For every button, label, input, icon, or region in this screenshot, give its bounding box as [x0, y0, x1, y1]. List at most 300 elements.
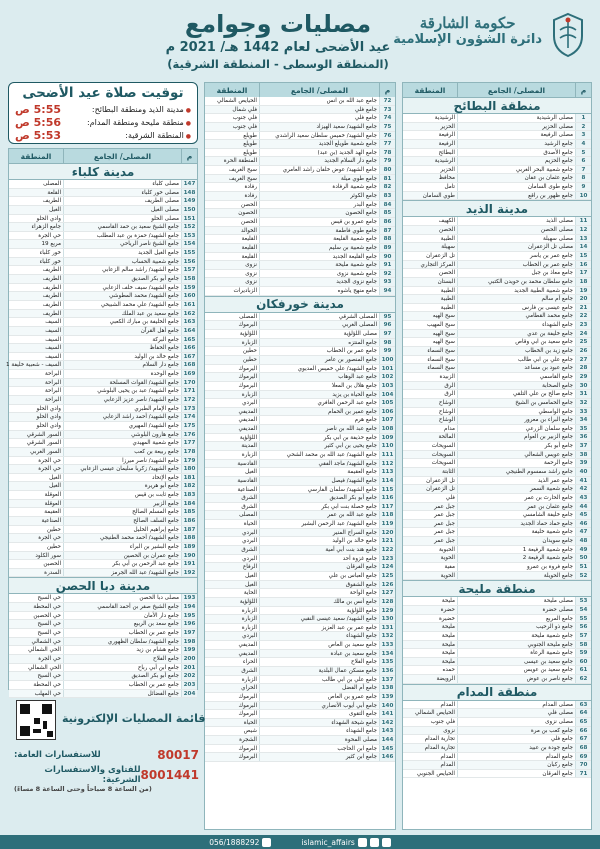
row-number: 61	[575, 666, 591, 674]
area-name: مدام	[444, 425, 455, 432]
mosque-name: جامع الكوثر	[259, 192, 379, 200]
page-subtitle: عيد الأضحى لعام 1442 هـ/ 2021 م	[165, 40, 391, 55]
row-number: 187	[181, 526, 197, 534]
mosque-name: جامع الشهيد/ فيصل	[259, 477, 379, 485]
row-number: 67	[575, 735, 591, 743]
table-row	[403, 485, 591, 494]
table-row	[205, 416, 395, 425]
area-name: الحيايص الشمالي	[216, 98, 257, 104]
area-name: القادسية	[237, 477, 257, 484]
table-row	[403, 658, 591, 667]
table-row	[403, 537, 591, 546]
area-name: الزبارة	[241, 451, 257, 458]
col-num-header: م	[181, 149, 197, 163]
table-row	[205, 235, 395, 244]
area-name: البرموك	[238, 693, 257, 700]
table-row	[403, 675, 591, 684]
table-row	[205, 753, 395, 762]
mosque-name: جامع المسلم الصالح	[63, 508, 181, 516]
mosque-name: جامع مليحة الجنوبي	[457, 641, 575, 649]
table-row	[9, 310, 197, 319]
table-row	[9, 560, 197, 569]
area-name: حمده	[442, 667, 455, 674]
social-handle[interactable]	[301, 838, 390, 847]
row-number: 40	[575, 468, 591, 476]
contact-info	[14, 745, 199, 793]
area-name: الخوالد	[241, 227, 257, 234]
table-row	[403, 735, 591, 744]
row-number: 21	[575, 304, 591, 312]
table-row	[205, 684, 395, 693]
col-num-header: م	[379, 83, 395, 97]
row-number: 3	[575, 131, 591, 139]
general-number[interactable]: 80017	[157, 748, 199, 762]
area-name: نزوى	[245, 262, 257, 269]
area-name: الرشيدية	[434, 115, 455, 121]
table-row	[9, 534, 197, 543]
area-name: مليحة	[441, 658, 455, 665]
section-title: مدينة خورفكان	[205, 296, 395, 313]
area-name: المدام	[440, 701, 455, 708]
area-name: طويلع	[243, 141, 257, 148]
table-row	[205, 494, 395, 503]
row-number: 148	[181, 189, 197, 197]
table-row	[9, 249, 197, 258]
table-row	[9, 180, 197, 189]
qr-code[interactable]	[16, 700, 56, 740]
table-row	[205, 321, 395, 330]
mosque-name: جامع الرشيد	[457, 140, 575, 148]
row-number: 132	[379, 632, 395, 640]
mosque-name: جامع محمد القطامي	[457, 312, 575, 320]
area-name: المديفي	[238, 417, 257, 424]
table-row	[403, 131, 591, 140]
table-row	[403, 174, 591, 183]
row-number: 68	[575, 744, 591, 752]
area-name: اللؤلؤية	[239, 331, 257, 338]
mosque-name: جامع فلي	[259, 114, 379, 122]
mosque-name: جامع البراء بن معرور	[457, 416, 575, 424]
mosque-name: جامع الحمامس بن الشيخ	[457, 399, 575, 407]
row-number: 57	[575, 632, 591, 640]
row-number: 12	[575, 226, 591, 234]
row-number: 84	[379, 201, 395, 209]
area-name: المالحة	[438, 434, 455, 441]
table-row	[403, 632, 591, 641]
row-number: 85	[379, 209, 395, 217]
area-name: تجارية المدام	[424, 744, 455, 751]
row-number: 177	[181, 439, 197, 447]
area-name: السيف	[45, 336, 61, 343]
mosque-name: جامع الغيل الجديد	[63, 249, 181, 257]
phone-text: 056/1888292	[209, 837, 260, 847]
area-name: البرموك	[238, 382, 257, 389]
mosque-name: جامع عمر بن الخطاب	[63, 681, 181, 689]
mosque-name: جامع الشيخ سعيد بن حمد القاسمي	[63, 223, 181, 231]
row-number: 34	[575, 416, 591, 424]
mosque-name: جامع هارون البلوشي	[63, 431, 181, 439]
area-name: الحيايص الشمالي	[414, 710, 455, 717]
row-number: 43	[575, 494, 591, 502]
area-name: السيف	[45, 327, 61, 334]
table-row	[9, 690, 197, 699]
row-number: 141	[379, 710, 395, 718]
row-number: 22	[575, 312, 591, 320]
row-number: 160	[181, 292, 197, 300]
row-number: 152	[181, 223, 197, 231]
mosque-name: جامع منهج ياشوه	[259, 287, 379, 295]
area-name: الحزير	[440, 123, 455, 130]
mosque-name: جامع الشقوق	[259, 581, 379, 589]
table-row	[403, 157, 591, 166]
table-row	[403, 528, 591, 537]
mosque-name: جامع عيسى بن فارس	[457, 304, 575, 312]
area-name: المنطقة الحرة	[223, 158, 257, 165]
row-number: 185	[181, 508, 197, 516]
area-name: الغيل	[49, 206, 61, 213]
row-number: 157	[181, 266, 197, 274]
area-name: وادي الحلو	[36, 414, 61, 421]
area-name: تامل	[444, 184, 455, 191]
table-row	[9, 318, 197, 327]
area-name: السور الشرقي	[26, 440, 61, 447]
mosque-name: جامع المنتزه	[259, 339, 379, 347]
table-row	[403, 226, 591, 235]
area-name: المديفي	[238, 408, 257, 415]
table-row	[403, 468, 591, 477]
table-row	[205, 486, 395, 495]
mosque-name: جامع عثمان بن عمر	[457, 503, 575, 511]
table-row	[9, 413, 197, 422]
area-name: حطين	[47, 543, 61, 550]
fatwa-label: للفتاوى والاستفسارات الشرعية:	[44, 765, 141, 785]
mosque-name: جامع الشهيد/ عبد الرحمن البشير	[259, 520, 379, 528]
mosque-name: جامع كعب بن مرة	[457, 727, 575, 735]
table-row	[205, 244, 395, 253]
table-row	[403, 641, 591, 650]
row-number: 77	[379, 140, 395, 148]
col-area-header: المنطقة	[414, 85, 446, 95]
row-number: 76	[379, 132, 395, 140]
mosque-name: جامع سلمان الزرعي	[457, 425, 575, 433]
mosque-name: المصلى الغربي	[259, 321, 379, 329]
table-row	[205, 745, 395, 754]
area-name: الحزير	[440, 166, 455, 173]
col-area-header: المنطقة	[216, 85, 248, 95]
table-row	[403, 477, 591, 486]
mosque-name: مصلى الحصن	[457, 226, 575, 234]
mosque-name: جامع الشهيد/ عوض خلفان راشد العامري	[259, 166, 379, 174]
area-name: البردي	[242, 400, 257, 407]
mosque-name: جامع فلي	[457, 735, 575, 743]
area-name: حي الجرة	[38, 466, 61, 473]
table-row	[205, 546, 395, 555]
mosque-name: جامع ابن أبي رباح	[63, 664, 181, 672]
area-name: خور كلباء	[39, 258, 61, 265]
table-row	[205, 451, 395, 460]
mosque-name: جامع ثابت بن قيس	[63, 491, 181, 499]
mosque-name: جامع شعبية طويلع الجديد	[259, 140, 379, 148]
row-number: 74	[379, 114, 395, 122]
mosque-name: جامع سعيد بن عبادة	[259, 650, 379, 658]
mosque-name: جامع حماد حماد الجديد	[457, 520, 575, 528]
mosque-name: جامع شعبية الحساب	[63, 258, 181, 266]
area-name: الحصين	[43, 561, 61, 568]
row-number: 198	[181, 638, 197, 646]
row-number: 97	[379, 330, 395, 338]
row-number: 193	[181, 594, 197, 602]
table-row	[9, 664, 197, 673]
table-row	[403, 217, 591, 226]
area-name: تل الزعفران	[426, 477, 455, 484]
mosque-name: جامع راشد سمسوم الطنيجي	[457, 468, 575, 476]
mosque-name: مصلى نزوى	[457, 718, 575, 726]
table-row	[205, 520, 395, 529]
row-number: 179	[181, 457, 197, 465]
table-row	[205, 503, 395, 512]
mosque-name: جامع المنصور بن عامر	[259, 356, 379, 364]
mosque-name: جامع شعبية نزوى	[259, 270, 379, 278]
mosque-name: جامع شعبية الرعاة	[457, 649, 575, 657]
mosque-name: جامع الحارث بن عمر	[457, 494, 575, 502]
row-number: 93	[379, 278, 395, 286]
row-number: 150	[181, 206, 197, 214]
area-name: سيح الهيه	[432, 339, 455, 346]
area-name: حي السيح	[37, 630, 61, 637]
row-number: 201	[181, 664, 197, 672]
row-number: 146	[379, 753, 395, 761]
mosque-name: جامع الشهيد/ عبد الله الجرمز	[63, 569, 181, 577]
area-name: الطريف	[42, 293, 61, 300]
area-name: المصلى	[239, 313, 257, 320]
mosque-name: جامع حذيفة بن ابي بكر	[259, 434, 379, 442]
area-name: طوي السامان	[422, 192, 455, 199]
mosque-name: جامع أم سالم	[457, 295, 575, 303]
mosque-name: جامع الفرقان	[259, 563, 379, 571]
area-name: محافظ	[438, 175, 455, 182]
row-number: 33	[575, 408, 591, 416]
area-name: البراحة	[44, 371, 61, 378]
row-number: 203	[181, 681, 197, 689]
row-number: 30	[575, 382, 591, 390]
row-number: 38	[575, 451, 591, 459]
row-number: 52	[575, 572, 591, 580]
row-number: 140	[379, 702, 395, 710]
row-number: 1	[575, 114, 591, 122]
table-row	[9, 552, 197, 561]
area-name: الزبارة	[241, 624, 257, 631]
table-row	[9, 197, 197, 206]
row-number: 197	[181, 629, 197, 637]
table-row	[403, 520, 591, 529]
area-name: البراحة	[44, 379, 61, 386]
area-name: السيف	[45, 319, 61, 326]
table-row	[9, 379, 197, 388]
fatwa-hours: (من الساعة 8 صباحاً وحتى الساعة 8 مساءً)	[14, 785, 152, 793]
area-name: البرموك	[238, 754, 257, 761]
table-row	[9, 396, 197, 405]
mosque-name: جامع عويس الشعالي	[457, 451, 575, 459]
area-name: مليحة	[441, 641, 455, 648]
area-name: السيف - شعبية خليفة 1	[5, 362, 61, 369]
area-name: الحي الشمالي	[28, 647, 61, 654]
area-name: حي المحطة	[33, 604, 61, 611]
mosque-name: جامع عمرو بن العاص	[259, 693, 379, 701]
row-number: 161	[181, 301, 197, 309]
area-name: الثابتة	[442, 468, 455, 475]
table-row	[403, 330, 591, 339]
row-number: 144	[379, 736, 395, 744]
table-row	[403, 623, 591, 632]
area-name: الحي الشمالي	[28, 664, 61, 671]
mosque-name: جامع سعيد بن ابي وقاص	[457, 338, 575, 346]
mosque-name: جامع دار الأمان	[63, 612, 181, 620]
table-row	[9, 482, 197, 491]
row-number: 116	[379, 494, 395, 502]
table-row	[9, 344, 197, 353]
mosque-name: جامع ذو الرحيب	[457, 623, 575, 631]
area-name: المدام	[440, 753, 455, 760]
row-number: 115	[379, 486, 395, 494]
table-row	[403, 338, 591, 347]
table-row	[403, 433, 591, 442]
row-number: 96	[379, 321, 395, 329]
mosque-name: جامع سعيد بن عبد الملك	[63, 310, 181, 318]
row-number: 14	[575, 243, 591, 251]
row-number: 64	[575, 709, 591, 717]
mosque-name: جامع سعيد بن عويس	[457, 666, 575, 674]
table-row	[205, 632, 395, 641]
table-row	[205, 175, 395, 184]
row-number: 81	[379, 175, 395, 183]
area-name: جبل عمر	[434, 512, 455, 519]
row-number: 29	[575, 373, 591, 381]
area-name: الرفيعة	[438, 132, 455, 139]
area-name: المديفي	[238, 426, 257, 433]
area-name: العوقلة	[44, 500, 61, 507]
mosque-name: جامع الصحابة	[457, 382, 575, 390]
row-number: 125	[379, 572, 395, 580]
area-name: البرموك	[238, 702, 257, 709]
area-name: الزباديرات	[233, 288, 257, 295]
table-row	[403, 390, 591, 399]
table-row	[205, 313, 395, 322]
mosque-name: جامع عمر بن الخطاب	[63, 629, 181, 637]
mosque-name: جامع ناصر بن عوض	[457, 675, 575, 683]
area-name: جبل عمر	[434, 538, 455, 545]
row-number: 51	[575, 563, 591, 571]
area-name: تجارية المدام	[424, 736, 455, 743]
table-row	[9, 474, 197, 483]
phone-contact[interactable]	[209, 838, 271, 847]
mosque-name: جامع هند بنت أبي أمية	[259, 546, 379, 554]
mosque-name: جامع الفرقان	[457, 770, 575, 778]
general-label: للاستفسارات العامة:	[14, 750, 101, 760]
row-number: 88	[379, 235, 395, 243]
row-number: 27	[575, 356, 591, 364]
mosque-name: جامع الشهيد/ حمزة بن عبد المطلب	[63, 232, 181, 240]
area-name: القليعة	[241, 236, 257, 243]
table-row	[9, 223, 197, 232]
row-number: 102	[379, 373, 395, 381]
table-row	[403, 295, 591, 304]
area-name: الزبارة	[241, 616, 257, 623]
row-number: 41	[575, 477, 591, 485]
area-name: نزوى	[245, 270, 257, 277]
area-name: جبل عمر	[434, 503, 455, 510]
mosque-name: جامع التقوى	[259, 710, 379, 718]
fatwa-inquiries	[14, 765, 199, 785]
area-name: الشجرة	[239, 737, 257, 744]
area-name: الشرق	[241, 547, 257, 554]
table-header	[403, 83, 591, 97]
table-row	[205, 106, 395, 115]
mosque-name: جامع الشيخ صقر بن أحمد القاسمي	[63, 603, 181, 611]
table-header	[9, 149, 197, 163]
area-name: الحراء	[242, 659, 257, 666]
area-name: حي السيح	[37, 621, 61, 628]
row-number: 53	[575, 597, 591, 605]
mosque-name: جامع سويدان	[457, 537, 575, 545]
area-name: البستان	[437, 278, 455, 285]
mosque-name: جامع أم الفضل	[259, 684, 379, 692]
area-name: سيح الغريف	[228, 175, 257, 182]
row-number: 100	[379, 356, 395, 364]
section-rows	[403, 701, 591, 779]
mosque-name: مصلى الرفيعة	[457, 131, 575, 139]
row-number: 63	[575, 701, 591, 709]
row-number: 119	[379, 520, 395, 528]
row-number: 110	[379, 442, 395, 450]
area-name: حي المحطة	[33, 681, 61, 688]
mosque-name: جامع عبد الله بن انس	[259, 97, 379, 105]
row-number: 92	[379, 270, 395, 278]
area-name: السيف	[45, 353, 61, 360]
mosque-name: جامع علي بن ابي طالب	[259, 676, 379, 684]
area-name: الغيل	[49, 474, 61, 481]
row-number: 166	[181, 344, 197, 352]
row-number: 154	[181, 240, 197, 248]
area-name: البردي	[242, 538, 257, 545]
table-row	[9, 526, 197, 535]
table-row	[205, 97, 395, 106]
fatwa-number[interactable]: 8001441	[140, 768, 199, 782]
row-number: 10	[575, 192, 591, 200]
table-row	[403, 252, 591, 261]
row-number: 167	[181, 353, 197, 361]
row-number: 46	[575, 520, 591, 528]
table-row	[205, 339, 395, 348]
table-row	[205, 434, 395, 443]
table-row	[205, 227, 395, 236]
row-number: 171	[181, 387, 197, 395]
table-row	[403, 615, 591, 624]
row-number: 142	[379, 719, 395, 727]
table-row	[9, 284, 197, 293]
table-row	[9, 500, 197, 509]
area-name: السدرة	[44, 569, 61, 576]
mosque-name: جامع شعبية بن سليم	[259, 244, 379, 252]
row-number: 181	[181, 474, 197, 482]
table-row	[205, 201, 395, 210]
table-row	[403, 166, 591, 175]
area-name: الحصن	[241, 201, 257, 208]
area-name: المصلى	[239, 512, 257, 519]
table-row	[205, 192, 395, 201]
row-number: 4	[575, 140, 591, 148]
row-number: 131	[379, 624, 395, 632]
area-name: حي المهلب	[34, 690, 61, 697]
